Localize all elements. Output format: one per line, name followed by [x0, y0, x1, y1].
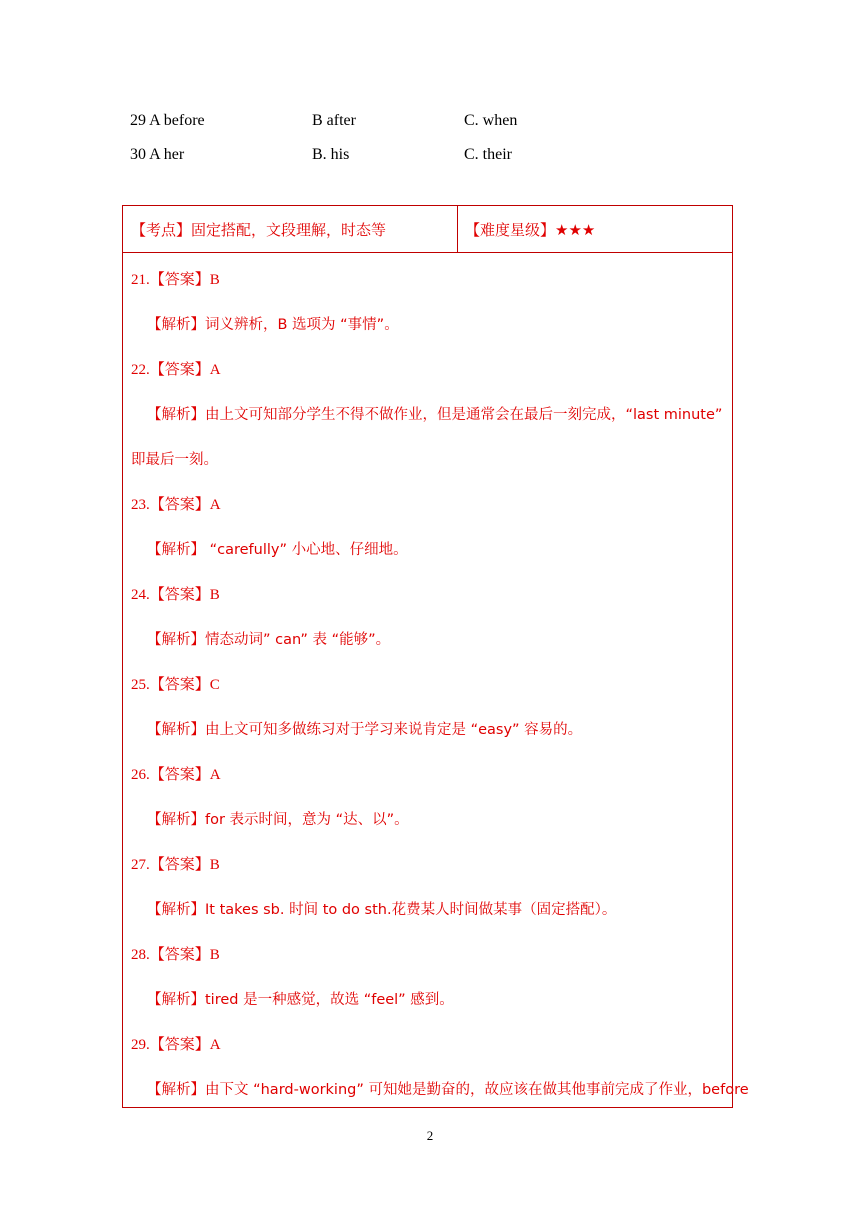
difficulty-label: 【难度星级】★★★ — [465, 221, 596, 239]
option-30-a: 30 A her — [130, 146, 185, 163]
explanation-line: 【解析】由上文可知多做练习对于学习来说肯定是 “easy” 容易的。 — [147, 722, 583, 738]
explanation-line: 【解析】tired 是一种感觉，故选 “feel” 感到。 — [147, 992, 454, 1008]
explanation-continuation: 即最后一刻。 — [131, 452, 218, 468]
answer-table-header — [123, 206, 732, 253]
answer-line: 28.【答案】B — [131, 947, 220, 963]
header-divider — [457, 206, 458, 252]
explanation-line: 【解析】 “carefully” 小心地、仔细地。 — [147, 542, 408, 558]
answer-line: 27.【答案】B — [131, 857, 220, 873]
page-number: 2 — [426, 1128, 434, 1143]
answer-line: 29.【答案】A — [131, 1037, 221, 1053]
option-30-c: C. their — [464, 146, 512, 163]
option-29-c: C. when — [464, 112, 518, 129]
answer-line: 24.【答案】B — [131, 587, 220, 603]
explanation-line: 【解析】for 表示时间，意为 “达、以”。 — [147, 812, 409, 828]
option-30-b: B. his — [312, 146, 350, 163]
explanation-line: 【解析】由下文 “hard-working” 可知她是勤奋的，故应该在做其他事前完成了作业，before — [147, 1082, 749, 1098]
explanation-line: 【解析】情态动词” can” 表 “能够”。 — [147, 632, 391, 648]
answer-table — [122, 205, 749, 1108]
answer-line: 26.【答案】A — [131, 767, 221, 783]
options-row-29 — [130, 112, 730, 136]
topic-label: 【考点】固定搭配，文段理解，时态等 — [131, 221, 387, 239]
answer-line: 21.【答案】B — [131, 272, 220, 288]
explanation-line: 【解析】由上文可知部分学生不得不做作业，但是通常会在最后一刻完成，“last minute” — [147, 407, 723, 423]
option-29-a: 29 A before — [130, 112, 205, 129]
explanation-line: 【解析】It takes sb. 时间 to do sth.花费某人时间做某事（固定搭配）。 — [147, 902, 617, 918]
option-29-b: B after — [312, 112, 356, 129]
answer-line: 25.【答案】C — [131, 677, 220, 693]
options-row-30 — [130, 146, 730, 170]
answer-line: 23.【答案】A — [131, 497, 221, 513]
explanation-line: 【解析】词义辨析，B 选项为 “事情”。 — [147, 317, 399, 333]
answer-line: 22.【答案】A — [131, 362, 221, 378]
